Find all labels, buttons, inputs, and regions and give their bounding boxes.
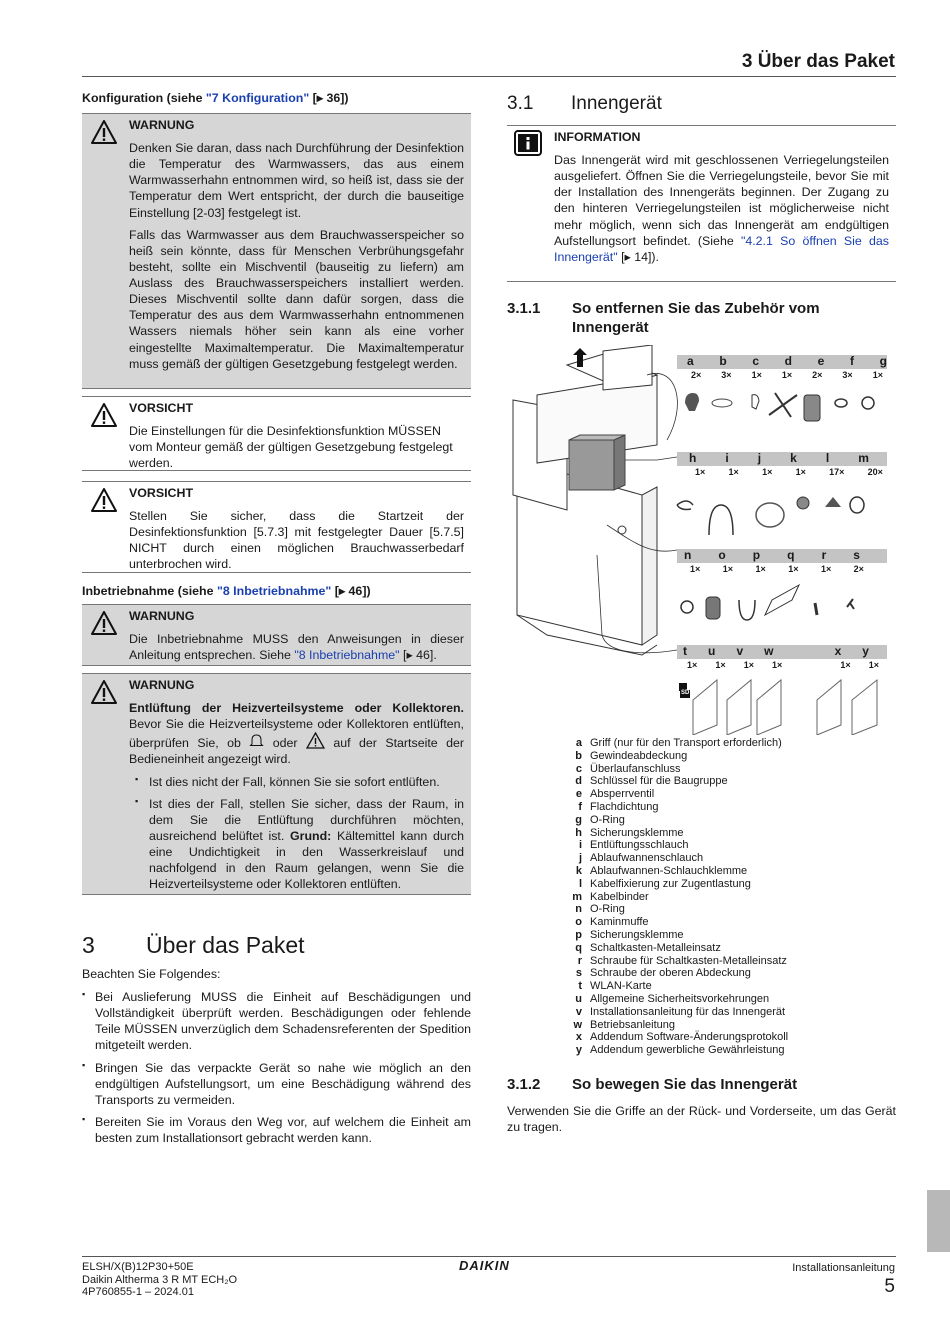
- caution-title: VORSICHT: [129, 401, 194, 415]
- info-icon: [514, 130, 542, 156]
- header-rule: [82, 76, 896, 77]
- legend-value: Betriebsanleitung: [590, 1018, 676, 1031]
- legend-row: [560, 1031, 890, 1044]
- legend-row: [560, 916, 890, 929]
- legend-key: l: [578, 877, 582, 890]
- legend-row: [560, 763, 890, 776]
- legend-key: r: [577, 954, 582, 967]
- caution-box-settings: [82, 396, 471, 471]
- sd-card-label: SD: [681, 690, 690, 696]
- legend-key: d: [575, 775, 582, 788]
- warning-title: WARNUNG: [129, 678, 195, 692]
- warning-paragraph: Falls das Warmwasser aus dem Brauchwasserspeicher so heiß sein könnte, dass für Menschen Verbrühungsgefahr besteht, sollte ein Mischventil (bauseitig zu liefern) am Auslass des Brauchwasserspeichers installiert werden. Dieses Mischventil sollte dann dafür sorgen, dass die Temperatur des aus dem Warmwasserhahn entnommenen Wassers niemals höher sein kann als eine vorher eingestellte Maximaltemperatur. Die Maximaltemperatur muss gemäß der gültigen Gesetzgebung festgelegt werden.: [129, 227, 464, 371]
- legend-row: [560, 827, 890, 840]
- commissioning-heading: Inbetriebnahme (siehe "8 Inbetriebnahme" [▸ 46]): [82, 584, 371, 598]
- legend-value: O-Ring: [590, 903, 625, 916]
- legend-value: Addendum Software-Änderungsprotokoll: [590, 1031, 789, 1044]
- legend-row: [560, 865, 890, 878]
- caution-box-starttime: [82, 481, 471, 573]
- legend-row: [560, 775, 890, 788]
- warning-title: WARNUNG: [129, 609, 195, 623]
- accessory-figure: [507, 345, 896, 735]
- commissioning-link[interactable]: "8 Inbetriebnahme": [216, 584, 332, 598]
- bell-icon: [249, 733, 264, 748]
- subsection-title: So bewegen Sie das Innengerät: [572, 1076, 798, 1093]
- legend-value: Absperrventil: [590, 788, 655, 801]
- page-header-title: 3 Über das Paket: [741, 51, 895, 72]
- legend-key: x: [575, 1031, 582, 1044]
- information-box: [507, 125, 896, 282]
- warning-box-venting: [82, 673, 471, 895]
- legend-key: c: [575, 762, 582, 775]
- list-item: ▪ Bei Auslieferung MUSS die Einheit auf Beschädigungen und Vollständigkeit überprüft werden. Beschädigungen oder fehlende Teile MÜSSEN unverzüglich dem Schadensreferenten der Spedition mitgeteilt werden.: [82, 989, 471, 1054]
- subsection-title: So entfernen Sie das Zubehör vom Innengerät: [572, 300, 820, 336]
- caution-paragraph: Stellen Sie sicher, dass die Startzeit der Desinfektionsfunktion [5.7.3] mit festgelegter Dauer [5.7.5] NICHT durch einen möglichen Brauchwasserbedarf unterbrochen wird.: [129, 509, 464, 572]
- warning-box-disinfection: [82, 113, 471, 389]
- caution-title: VORSICHT: [129, 486, 194, 500]
- warning-box-commissioning: [82, 604, 471, 666]
- legend-value: Überlaufanschluss: [590, 762, 681, 775]
- legend-row: [560, 1044, 890, 1057]
- legend-key: q: [575, 941, 582, 954]
- legend-row: [560, 852, 890, 865]
- intro-text: Beachten Sie Folgendes:: [82, 967, 221, 981]
- legend-key: s: [575, 967, 582, 980]
- legend-row: [560, 955, 890, 968]
- list-item: ▪ Ist dies nicht der Fall, können Sie sie sofort entlüften.: [129, 774, 464, 790]
- legend-value: Ablaufwannenschlauch: [590, 852, 704, 865]
- chapter-title: Über das Paket: [146, 932, 305, 958]
- accessory-row-4-letters: t u v w x y: [683, 644, 869, 658]
- footer-document-info: ELSH/X(B)12P30+50E Daikin Altherma 3 R MT ECH₂O 4P760855-1 – 2024.01: [82, 1261, 238, 1299]
- legend-value: Installationsanleitung für das Innengerät: [590, 1005, 786, 1018]
- legend-key: f: [578, 800, 582, 813]
- legend-key: k: [575, 864, 582, 877]
- legend-row: [560, 929, 890, 942]
- section-title: Innengerät: [571, 93, 662, 114]
- chapter-side-tab: [927, 1190, 950, 1252]
- warning-triangle-icon: [306, 732, 325, 749]
- accessory-row-3-counts: 1× 1× 1× 1× 1× 2×: [690, 564, 864, 574]
- legend-row: [560, 1006, 890, 1019]
- warning-paragraph: Entlüftung der Heizverteilsysteme oder Kollektoren. Bevor Sie die Heizverteilsysteme oder Kollektoren entlüften, überprüfen Sie, ob oder auf der Startseite der Bedieneinheit angezeigt wird.: [129, 701, 464, 767]
- accessory-row-2-letters: h i j k l m: [689, 451, 869, 465]
- legend-value: Sicherungsklemme: [590, 826, 684, 839]
- information-paragraph: Das Innengerät wird mit geschlossenen Verriegelungsteilen ausgeliefert. Öffnen Sie die Verriegelungsteile, bevor Sie mit der Installation des Innengeräts beginnen. Der Zugang zu den hinteren Verriegelungsteilen ist möglicherweise nicht mehr möglich, wenn sich das Innengerät am endgültigen Aufstellungsort befindet. (Siehe "4.2.1 So öffnen Sie das Innengerät" [▸ 14]).: [554, 153, 889, 264]
- warning-title: WARNUNG: [129, 118, 195, 132]
- accessory-row-1-letters: a b c d e f g: [687, 354, 887, 368]
- package-bullets: [82, 989, 471, 1152]
- legend-row: [560, 942, 890, 955]
- legend-key: o: [575, 916, 582, 929]
- accessory-legend: [560, 737, 890, 1057]
- legend-key: a: [575, 737, 582, 749]
- legend-value: WLAN-Karte: [590, 980, 652, 993]
- legend-value: Schraube der oberen Abdeckung: [590, 967, 751, 980]
- legend-value: Flachdichtung: [590, 800, 659, 813]
- legend-value: Ablaufwannen-Schlauchklemme: [590, 864, 748, 877]
- accessory-row-2-counts: 1× 1× 1× 1× 17× 20×: [695, 467, 883, 477]
- list-item: ▪ Ist dies der Fall, stellen Sie sicher, dass der Raum, in dem Sie die Entlüftung durchführen möchten, ausreichend belüftet ist. Grund: Kältemittel kann durch eine Undichtigkeit in den Wasserkreislauf und nachfolgend in den Raum gelangen, wenn Sie die Heizverteilsysteme oder Kollektoren entlüften.: [129, 796, 464, 893]
- legend-key: t: [578, 980, 582, 993]
- legend-key: u: [575, 992, 582, 1005]
- caution-icon: [90, 487, 118, 513]
- list-item: ▪ Bringen Sie das verpackte Gerät so nahe wie möglich an den endgültigen Aufstellungsort, um eine Beschädigung während des Transports zu vermeiden.: [82, 1060, 471, 1108]
- legend-key: j: [578, 852, 582, 865]
- warning-paragraph: Die Inbetriebnahme MUSS den Anweisungen in dieser Anleitung entsprechen. Siehe "8 Inbetriebnahme" [▸ 46].: [129, 632, 464, 663]
- legend-row: [560, 814, 890, 827]
- legend-key: e: [575, 788, 582, 801]
- legend-key: w: [573, 1018, 582, 1031]
- legend-row: [560, 891, 890, 904]
- warning-icon: [90, 610, 118, 636]
- subsection-text: Verwenden Sie die Griffe an der Rück- und Vorderseite, um das Gerät zu tragen.: [507, 1104, 896, 1135]
- warning-icon: [90, 119, 118, 145]
- caution-icon: [90, 402, 118, 428]
- legend-key: m: [572, 890, 582, 903]
- legend-key: b: [575, 749, 582, 762]
- list-item: ▪ Bereiten Sie im Voraus den Weg vor, auf welchem die Einheit am besten zum Installationsort gebracht werden kann.: [82, 1114, 471, 1146]
- section-number: 3.1: [507, 93, 534, 114]
- accessory-row-1-counts: 2× 3× 1× 1× 2× 3× 1×: [691, 370, 883, 380]
- legend-value: Kabelbinder: [590, 890, 649, 903]
- legend-key: h: [575, 826, 582, 839]
- legend-row: [560, 801, 890, 814]
- legend-row: [560, 750, 890, 763]
- legend-value: Schaltkasten-Metalleinsatz: [590, 941, 721, 954]
- legend-row: [560, 1019, 890, 1032]
- legend-value: Entlüftungsschlauch: [590, 839, 689, 852]
- legend-value: Allgemeine Sicherheitsvorkehrungen: [590, 992, 770, 1005]
- footer-doc-type: Installationsanleitung: [792, 1262, 895, 1274]
- legend-value: Kabelfixierung zur Zugentlastung: [590, 877, 751, 890]
- subsection-number: 3.1.2: [507, 1076, 541, 1093]
- warning-paragraph: Denken Sie daran, dass nach Durchführung der Desinfektion die Temperatur des Warmwassers, das aus einem Warmwasserhahn entnommen wird, so heiß ist, dass sie der Temperatur dem Wert entspricht, der durch die bauseitige Einstellung [2-03] festgelegt ist.: [129, 141, 464, 220]
- legend-value: Addendum gewerbliche Gewährleistung: [590, 1044, 785, 1057]
- legend-key: i: [578, 839, 582, 852]
- caution-paragraph: Die Einstellungen für die Desinfektionsfunktion MÜSSEN vom Monteur gemäß der gültigen Gesetzgebung festgelegt werden.: [129, 424, 453, 471]
- legend-value: Kaminmuffe: [590, 916, 649, 929]
- legend-row: [560, 737, 890, 750]
- legend-key: y: [575, 1044, 582, 1057]
- warning-icon: [90, 679, 118, 705]
- accessory-row-3-letters: n o p q r s: [684, 548, 860, 562]
- legend-row: [560, 788, 890, 801]
- legend-row: [560, 903, 890, 916]
- legend-row: [560, 839, 890, 852]
- indoor-unit-illustration: [507, 345, 896, 735]
- config-heading: Konfiguration (siehe "7 Konfiguration" [▸ 36]): [82, 91, 349, 105]
- legend-value: Gewindeabdeckung: [590, 749, 688, 762]
- legend-value: Sicherungsklemme: [590, 928, 684, 941]
- footer-rule: [82, 1256, 896, 1257]
- legend-value: Griff (nur für den Transport erforderlich): [590, 737, 782, 749]
- legend-row: [560, 878, 890, 891]
- legend-key: p: [575, 928, 582, 941]
- open-indoor-unit-link[interactable]: "4.2.1 So öffnen Sie das Innengerät": [554, 233, 889, 264]
- legend-key: g: [575, 813, 582, 826]
- daikin-logo: DAIKIN: [459, 1258, 510, 1273]
- information-title: INFORMATION: [554, 130, 641, 144]
- config-link[interactable]: "7 Konfiguration": [205, 91, 310, 105]
- legend-row: [560, 980, 890, 993]
- legend-key: v: [575, 1005, 582, 1018]
- subsection-number: 3.1.1: [507, 300, 541, 317]
- legend-value: O-Ring: [590, 813, 625, 826]
- legend-row: [560, 993, 890, 1006]
- accessory-row-4-counts: 1× 1× 1× 1× 1× 1×: [687, 660, 879, 670]
- legend-value: Schlüssel für die Baugruppe: [590, 775, 728, 788]
- legend-key: n: [575, 903, 582, 916]
- page-number: 5: [884, 1276, 895, 1297]
- chapter-number: 3: [82, 932, 95, 958]
- commissioning-link-inline[interactable]: "8 Inbetriebnahme": [294, 648, 400, 663]
- legend-row: [560, 967, 890, 980]
- legend-value: Schraube für Schaltkasten-Metalleinsatz: [590, 954, 787, 967]
